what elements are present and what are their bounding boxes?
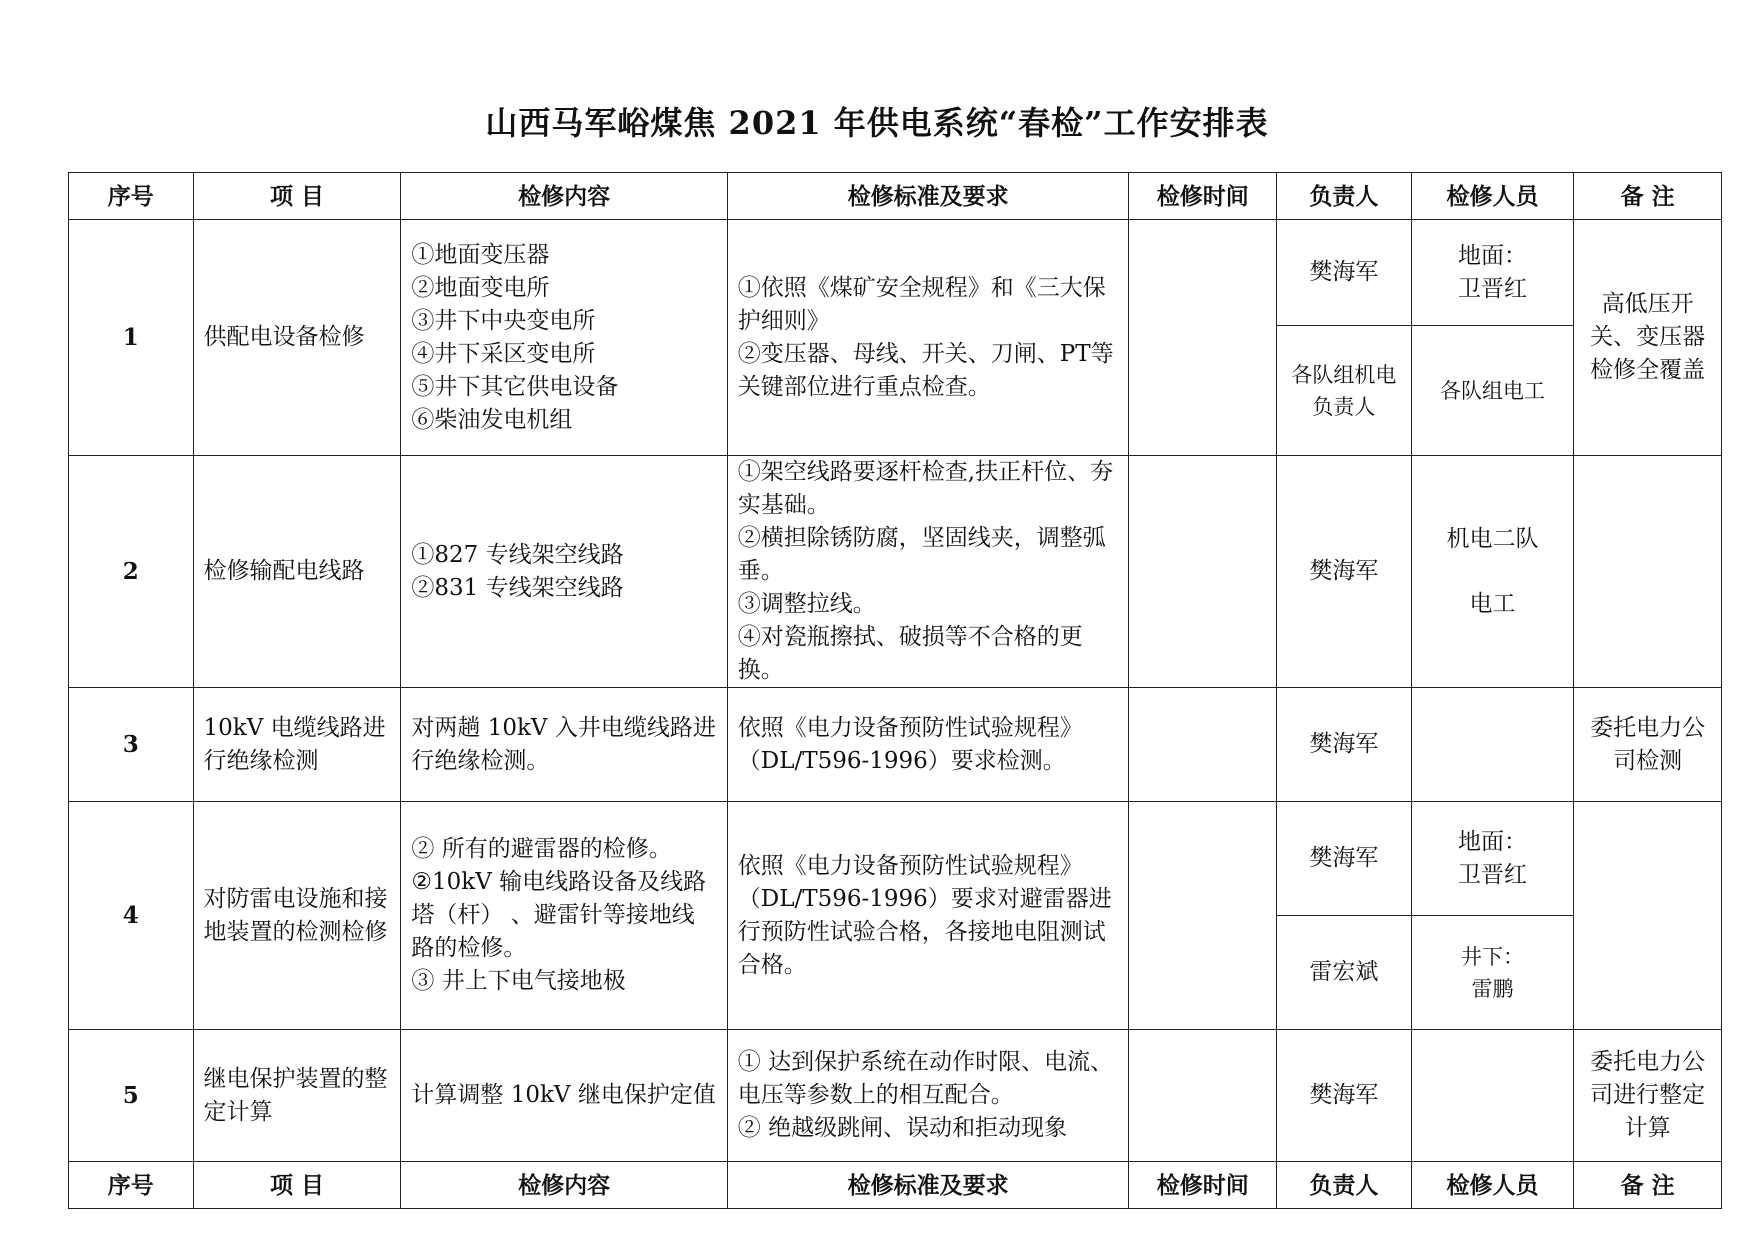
standard-cell xyxy=(727,220,1129,456)
content-line: ②地面变电所 xyxy=(411,274,550,301)
staff-cell xyxy=(1411,916,1574,1030)
document-title: 山西马军峪煤焦 2021 年供电系统“春检”工作安排表 xyxy=(485,104,1269,142)
row-number: 2 xyxy=(69,456,194,688)
content-line: ② 所有的避雷器的检修。 xyxy=(411,836,672,862)
table-row xyxy=(69,220,1722,326)
header-cell-staff: 检修人员 xyxy=(1411,1162,1574,1209)
header-cell-staff: 检修人员 xyxy=(1411,173,1574,220)
standard-cell: 依照《电力设备预防性试验规程》（DL/T596-1996）要求对避雷器进行预防性试验合格，各接地电阻测试合格。 xyxy=(727,802,1129,1030)
owner-cell: 雷宏斌 xyxy=(1277,916,1412,1030)
standard-line: ②横担除锈防腐，坚固线夹，调整弧垂。 xyxy=(737,525,1106,584)
content-line: ⑤井下其它供电设备 xyxy=(411,373,619,400)
item-cell: 供配电设备检修 xyxy=(193,220,401,456)
note-cell: 委托电力公司检测 xyxy=(1574,688,1722,802)
standard-cell xyxy=(727,456,1129,688)
staff-line: 卫晋红 xyxy=(1457,861,1527,888)
header-cell-owner: 负责人 xyxy=(1277,1162,1412,1209)
staff-line: 地面： xyxy=(1457,242,1527,269)
header-cell-content: 检修内容 xyxy=(401,173,727,220)
row-number: 5 xyxy=(69,1030,194,1162)
table-row xyxy=(69,1030,1722,1162)
header-cell-time: 检修时间 xyxy=(1129,173,1277,220)
row-number: 4 xyxy=(69,802,194,1030)
row-number: 3 xyxy=(69,688,194,802)
time-cell xyxy=(1129,456,1277,688)
staff-line: 卫晋红 xyxy=(1457,275,1527,302)
header-cell-time: 检修时间 xyxy=(1129,1162,1277,1209)
content-cell xyxy=(401,456,727,688)
standard-line: ①依照《煤矿安全规程》和《三大保护细则》 xyxy=(737,274,1106,334)
content-cell xyxy=(401,802,727,1030)
header-cell-item: 项 目 xyxy=(193,1162,401,1209)
content-line: ①827 专线架空线路 xyxy=(411,541,624,568)
content-line: ③ 井上下电气接地极 xyxy=(411,968,626,994)
item-cell: 10kV 电缆线路进行绝缘检测 xyxy=(193,688,401,802)
owner-cell: 樊海军 xyxy=(1277,220,1412,326)
owner-cell: 樊海军 xyxy=(1277,1030,1412,1162)
standard-line: ① 达到保护系统在动作时限、电流、电压等参数上的相互配合。 xyxy=(737,1049,1114,1108)
owner-cell: 樊海军 xyxy=(1277,802,1412,916)
standard-line: ①架空线路要逐杆检查,扶正杆位、夯实基础。 xyxy=(737,459,1114,518)
staff-cell xyxy=(1411,220,1574,326)
staff-cell xyxy=(1411,802,1574,916)
standard-line: ② 绝越级跳闸、误动和拒动现象 xyxy=(737,1115,1068,1141)
header-cell-no: 序号 xyxy=(69,1162,194,1209)
owner-cell: 樊海军 xyxy=(1277,456,1412,688)
header-cell-standard: 检修标准及要求 xyxy=(727,1162,1129,1209)
header-cell-note: 备 注 xyxy=(1574,173,1722,220)
header-cell-standard: 检修标准及要求 xyxy=(727,173,1129,220)
schedule-table xyxy=(68,172,1722,1209)
standard-cell: 依照《电力设备预防性试验规程》（DL/T596-1996）要求检测。 xyxy=(727,688,1129,802)
staff-line: 雷鹏 xyxy=(1471,976,1514,1001)
content-line: ①地面变压器 xyxy=(411,241,550,268)
standard-cell xyxy=(727,1030,1129,1162)
content-cell: 对两趟 10kV 入井电缆线路进行绝缘检测。 xyxy=(401,688,727,802)
table-row xyxy=(69,456,1722,688)
standard-line: ②变压器、母线、开关、刀闸、PT等关键部位进行重点检查。 xyxy=(737,340,1114,400)
item-cell: 继电保护装置的整定计算 xyxy=(193,1030,401,1162)
time-cell xyxy=(1129,220,1277,456)
time-cell xyxy=(1129,1030,1277,1162)
staff-line: 井下： xyxy=(1460,944,1524,969)
header-cell-no: 序号 xyxy=(69,173,194,220)
row-number: 1 xyxy=(69,220,194,456)
staff-cell xyxy=(1411,456,1574,688)
staff-line: 机电二队 xyxy=(1446,525,1539,552)
owner-cell: 各队组机电负责人 xyxy=(1277,326,1412,456)
header-cell-item: 项 目 xyxy=(193,173,401,220)
note-cell xyxy=(1574,802,1722,1030)
note-cell xyxy=(1574,456,1722,688)
standard-line: ③调整拉线。 xyxy=(737,591,876,617)
header-cell-note: 备 注 xyxy=(1574,1162,1722,1209)
table-footer-header-row xyxy=(69,1162,1722,1209)
content-cell: 计算调整 10kV 继电保护定值 xyxy=(401,1030,727,1162)
header-cell-content: 检修内容 xyxy=(401,1162,727,1209)
staff-cell xyxy=(1411,688,1574,802)
table-header-row xyxy=(69,173,1722,220)
content-cell xyxy=(401,220,727,456)
table-row xyxy=(69,688,1722,802)
time-cell xyxy=(1129,688,1277,802)
item-cell: 对防雷电设施和接地装置的检测检修 xyxy=(193,802,401,1030)
staff-line: 电工 xyxy=(1469,590,1516,617)
item-cell: 检修输配电线路 xyxy=(193,456,401,688)
owner-cell: 樊海军 xyxy=(1277,688,1412,802)
staff-line: 地面： xyxy=(1457,828,1527,855)
content-line: ③井下中央变电所 xyxy=(411,307,596,334)
standard-line: ④对瓷瓶擦拭、破损等不合格的更换。 xyxy=(737,624,1083,683)
note-cell: 高低压开关、变压器检修全覆盖 xyxy=(1574,220,1722,456)
note-cell: 委托电力公司进行整定计算 xyxy=(1574,1030,1722,1162)
table-row xyxy=(69,802,1722,916)
content-line: ⑥柴油发电机组 xyxy=(411,406,573,433)
header-cell-owner: 负责人 xyxy=(1277,173,1412,220)
content-line: ②831 专线架空线路 xyxy=(411,574,624,601)
content-line: ④井下采区变电所 xyxy=(411,340,596,367)
staff-cell: 各队组电工 xyxy=(1411,326,1574,456)
content-line: ②10kV 输电线路设备及线路塔（杆） 、避雷针等接地线路的检修。 xyxy=(411,869,707,961)
staff-cell xyxy=(1411,1030,1574,1162)
time-cell xyxy=(1129,802,1277,1030)
